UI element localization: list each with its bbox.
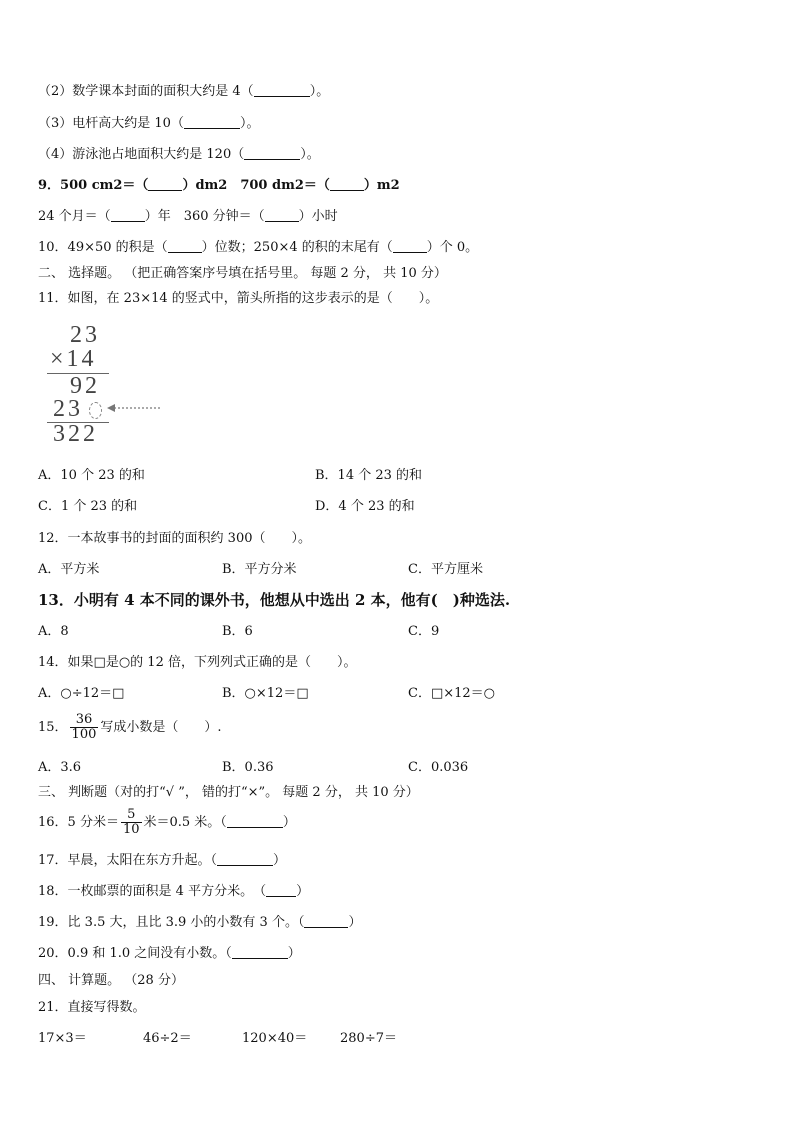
question-16: 16．5 分米＝ $\frac{5}{10}$ 米＝0.5 米。（ ）: [38, 807, 296, 837]
q15-option-a[interactable]: A．3.6: [38, 760, 82, 775]
q13-option-c[interactable]: C．9: [408, 624, 440, 639]
question-13: 13．小明有 4 本不同的课外书，他想从中选出 2 本，他有( )种选法.: [38, 591, 511, 609]
section-2-heading: 二、 选择题。 （把正确答案序号填在括号里。 每题 2 分， 共 10 分）: [38, 266, 447, 281]
q12-option-a[interactable]: A．平方米: [38, 562, 100, 577]
question-21: 21．直接写得数。: [38, 1000, 146, 1015]
q12-option-b[interactable]: B．平方分米: [222, 562, 297, 577]
question-19: 19．比 3.5 大，且比 3.9 小的小数有 3 个。（ ）: [38, 915, 362, 930]
q14-option-a[interactable]: A．○÷12＝□: [38, 686, 125, 701]
answer-blank[interactable]: [330, 178, 364, 191]
answer-blank[interactable]: [254, 84, 310, 97]
calc-row-2: ×14: [50, 346, 97, 372]
calc-row-3: 92: [70, 373, 100, 399]
q11-option-b[interactable]: B．14 个 23 的和: [315, 468, 423, 483]
q15-option-b[interactable]: B．0.36: [222, 760, 274, 775]
calc-item-3: 120×40＝: [242, 1031, 308, 1046]
question-10: 10．49×50 的积是（ ）位数；250×4 的积的末尾有（ ）个 0。: [38, 240, 479, 255]
q15-option-c[interactable]: C．0.036: [408, 760, 469, 775]
question-14: 14．如果□是○的 12 倍，下列列式正确的是（ ）。: [38, 655, 357, 670]
arrow-left-icon: [106, 402, 164, 414]
question-11: 11．如图，在 23×14 的竖式中，箭头所指的这步表示的是（ ）。: [38, 291, 439, 306]
question-8-3: （3）电杆高大约是 10（ ）。: [38, 116, 260, 131]
question-17: 17．早晨，太阳在东方升起。（ ）: [38, 853, 287, 868]
answer-blank[interactable]: [265, 209, 299, 222]
answer-blank[interactable]: [266, 884, 296, 897]
q14-option-c[interactable]: C．□×12＝○: [408, 686, 496, 701]
question-12: 12．一本故事书的封面的面积约 300（ ）。: [38, 531, 311, 546]
question-9-cont: 24 个月＝（ ）年 360 分钟＝（ ）小时: [38, 209, 338, 224]
q11-option-c[interactable]: C．1 个 23 的和: [38, 499, 138, 514]
q14-option-b[interactable]: B．○×12＝□: [222, 686, 309, 701]
calc-row-5: 322: [53, 421, 98, 447]
calc-row-1: 23: [70, 322, 100, 348]
answer-blank[interactable]: [184, 116, 240, 129]
answer-blank[interactable]: [304, 915, 348, 928]
answer-blank[interactable]: [168, 240, 202, 253]
fraction: $\frac{36}{100}$: [71, 712, 97, 742]
answer-blank[interactable]: [232, 946, 288, 959]
fraction: $\frac{5}{10}$: [122, 807, 140, 837]
answer-blank[interactable]: [227, 815, 283, 828]
question-20: 20．0.9 和 1.0 之间没有小数。（ ）: [38, 946, 301, 961]
question-15: 15． $\frac{36}{100}$ 写成小数是（ ）.: [38, 712, 222, 742]
q11-option-a[interactable]: A．10 个 23 的和: [38, 468, 145, 483]
calc-item-4: 280÷7＝: [340, 1031, 397, 1046]
answer-blank[interactable]: [111, 209, 145, 222]
q11-option-d[interactable]: D．4 个 23 的和: [315, 499, 415, 514]
q13-option-a[interactable]: A．8: [38, 624, 69, 639]
calc-item-2: 46÷2＝: [143, 1031, 192, 1046]
q12-option-c[interactable]: C．平方厘米: [408, 562, 483, 577]
question-8-2: （2）数学课本封面的面积大约是 4（ ）。: [38, 84, 330, 99]
q13-option-b[interactable]: B．6: [222, 624, 253, 639]
answer-blank[interactable]: [148, 178, 182, 191]
section-3-heading: 三、 判断题（对的打“√ ”， 错的打“×”。 每题 2 分， 共 10 分）: [38, 785, 419, 800]
section-4-heading: 四、 计算题。 （28 分）: [38, 973, 184, 988]
question-18: 18．一枚邮票的面积是 4 平方分米。 （ ）: [38, 884, 310, 899]
calc-row-4: 23: [53, 396, 83, 422]
calc-item-1: 17×3＝: [38, 1031, 87, 1046]
answer-blank[interactable]: [393, 240, 427, 253]
placeholder-zero: [89, 402, 102, 419]
answer-blank[interactable]: [217, 853, 273, 866]
question-9: 9．500 cm2＝（ ）dm2 700 dm2＝（ ）m2: [38, 178, 400, 193]
question-8-4: （4）游泳池占地面积大约是 120（ ）。: [38, 147, 320, 162]
answer-blank[interactable]: [244, 147, 300, 160]
